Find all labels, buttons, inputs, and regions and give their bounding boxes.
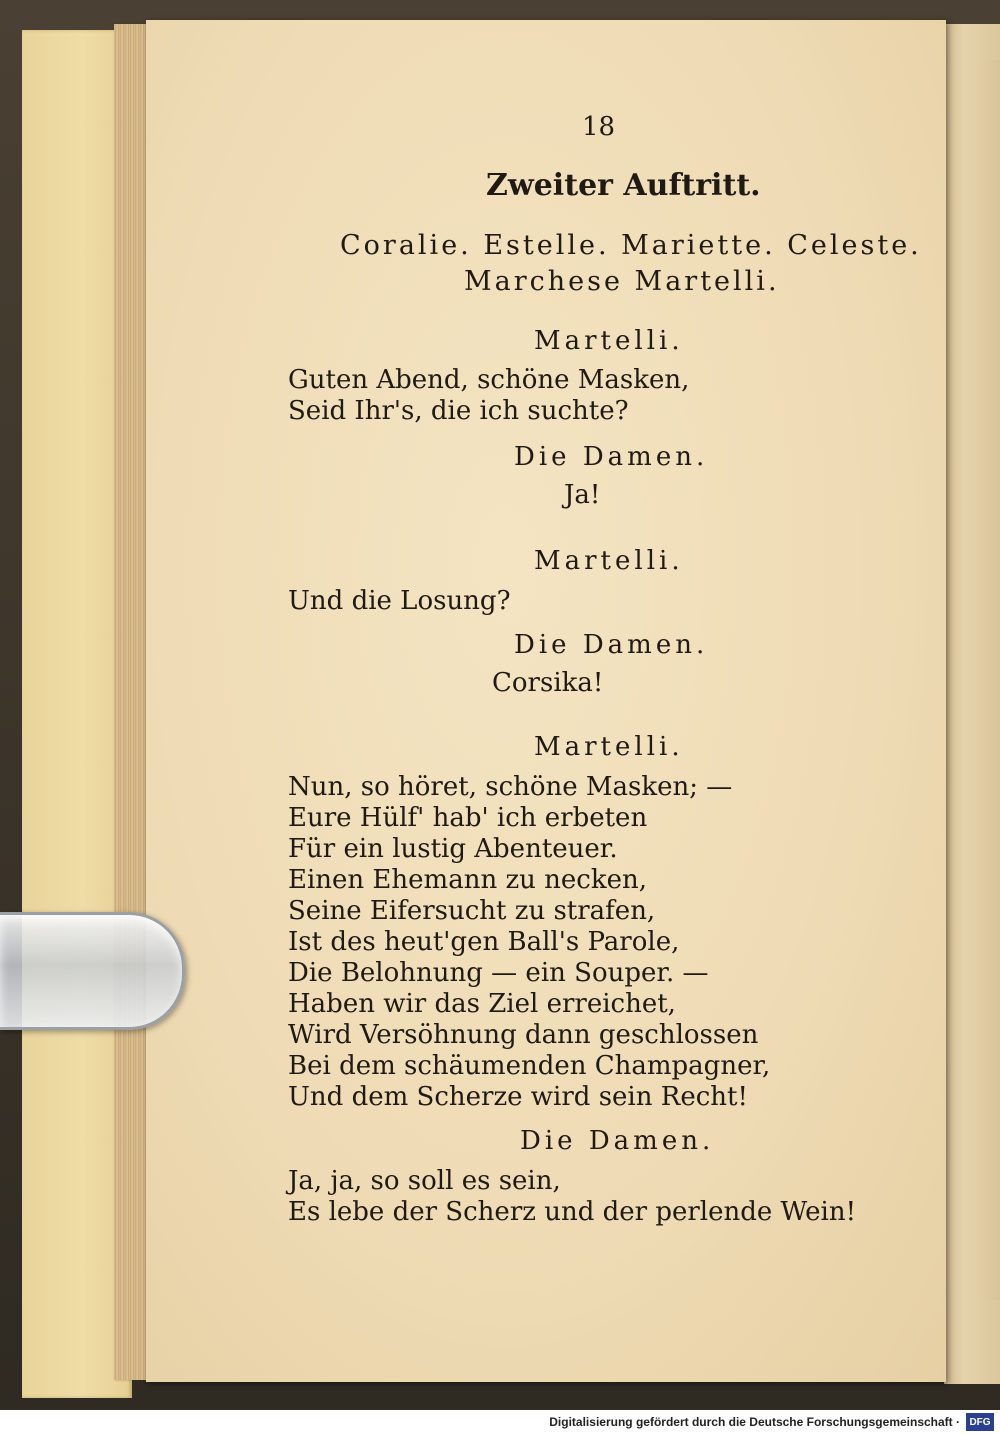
funding-credit: Digitalisierung gefördert durch die Deutsche Forschungsgemeinschaft · [549, 1415, 960, 1429]
show-through-area [976, 60, 1000, 1300]
verse-block [564, 480, 600, 511]
speaker-label: Martelli. [534, 326, 684, 356]
glass-page-holder [0, 912, 185, 1030]
dfg-logo-icon: DFG [966, 1413, 994, 1431]
verse-line: Nun, so höret, schöne Masken; — [288, 772, 733, 802]
verse-block [288, 772, 770, 1113]
book-page [146, 20, 946, 1382]
verse-line: Die Belohnung — ein Souper. — [288, 958, 709, 988]
cast-line-1: Coralie. Estelle. Mariette. Celeste. [340, 230, 922, 261]
verse-line: Und dem Scherze wird sein Recht! [288, 1082, 748, 1112]
verse-line: Eure Hülf' hab' ich erbeten [288, 803, 648, 833]
page-number: 18 [582, 112, 616, 142]
verse-line: Für ein lustig Abenteuer. [288, 834, 618, 864]
verse-line: Bei dem schäumenden Champagner, [288, 1051, 771, 1081]
page-edges [114, 24, 148, 1380]
verse-line: Wird Versöhnung dann geschlossen [288, 1020, 759, 1050]
verse-line: Es lebe der Scherz und der perlende Wein! [288, 1197, 857, 1227]
verse-block [288, 365, 689, 427]
speaker-label: Martelli. [534, 732, 684, 762]
verse-line: Seine Eifersucht zu strafen, [288, 896, 656, 926]
speaker-label: Die Damen. [514, 630, 709, 660]
verse-block [288, 1166, 856, 1228]
speaker-label: Die Damen. [520, 1126, 715, 1156]
verse-line: Ist des heut'gen Ball's Parole, [288, 927, 680, 957]
digitization-footer [0, 1410, 1000, 1434]
verse-line: Guten Abend, schöne Masken, [288, 365, 690, 395]
verse-line: Ja, ja, so soll es sein, [288, 1166, 561, 1196]
cast-line-2: Marchese Martelli. [464, 266, 780, 297]
verse-line: Einen Ehemann zu necken, [288, 865, 648, 895]
verse-line: Und die Losung? [288, 586, 511, 616]
verse-line: Corsika! [492, 668, 604, 698]
scene-heading: Zweiter Auftritt. [486, 168, 761, 203]
verse-block [288, 586, 511, 617]
verse-line: Ja! [564, 480, 601, 510]
verse-line: Haben wir das Ziel erreichet, [288, 989, 676, 1019]
speaker-label: Martelli. [534, 546, 684, 576]
speaker-label: Die Damen. [514, 442, 709, 472]
verse-line: Seid Ihr's, die ich suchte? [288, 396, 629, 426]
verse-block [492, 668, 603, 699]
